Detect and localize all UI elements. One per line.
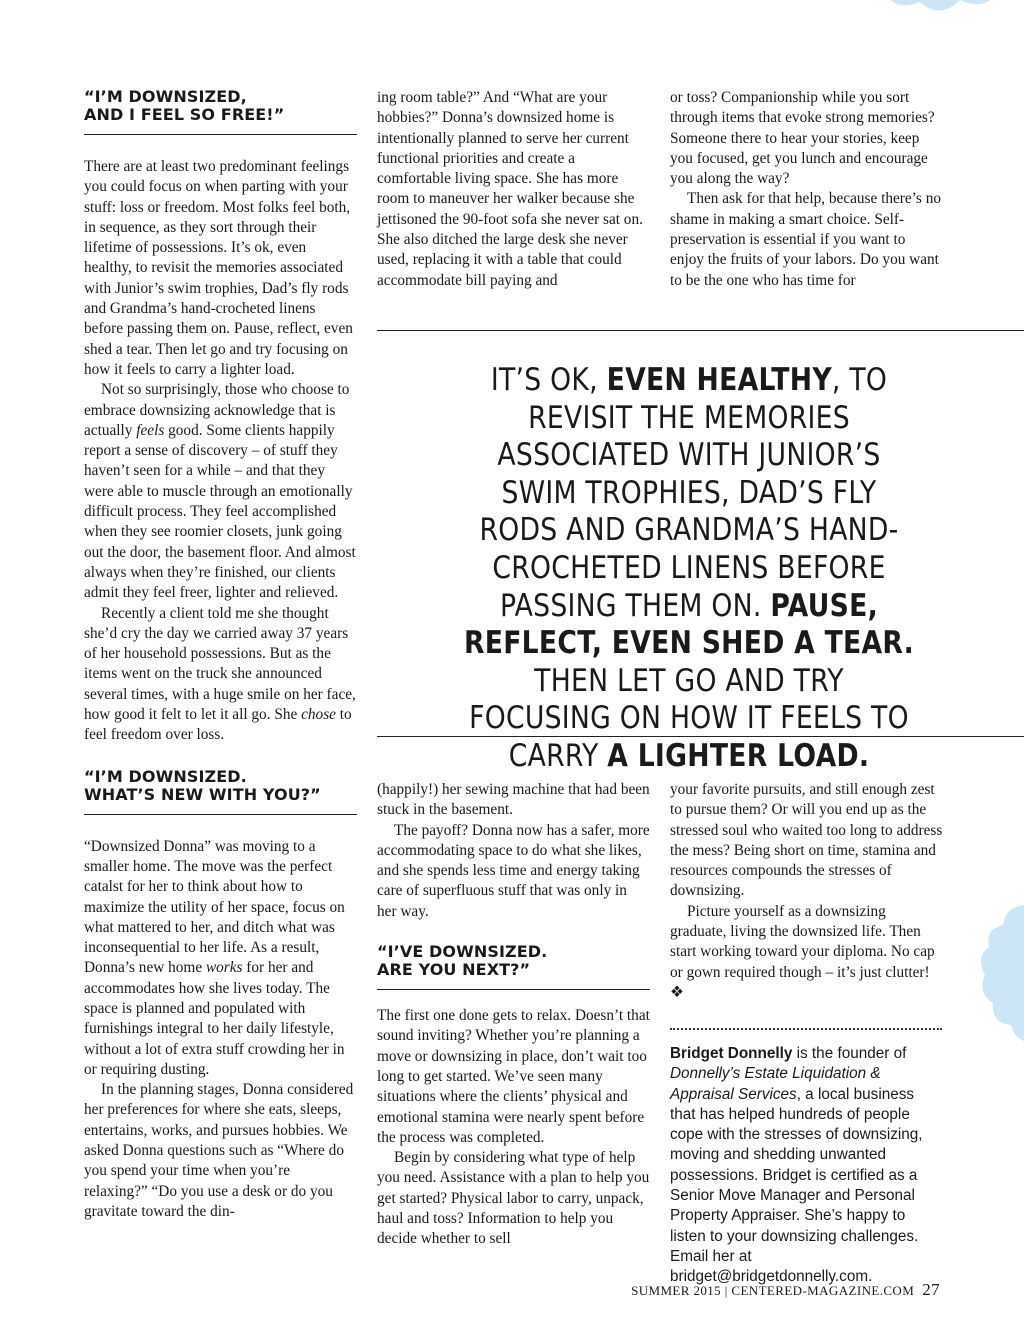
paragraph: The first one done gets to relax. Doesn’t that sound inviting? Whether you’re planning a move or downsizing in place, don’t wait too long to get started. We’ve seen many situations where the clients’ physical and emotional stamina were nearly spent before the process was completed. [377, 1007, 650, 1146]
pull-quote: IT’S OK, EVEN HEALTHY, TO REVISIT THE MEMORIES ASSOCIATED WITH JUNIOR’S SWIM TROPHIES, DAD’S FLY RODS AND GRANDMA’S HAND-CROCHETED LINENS BEFORE PASSING THEM ON. PAUSE, REFLECT, EVEN SHED A TEAR. THEN LET GO AND TRY FOCUSING ON HOW IT FEELS TO CARRY A LIGHTER LOAD. [463, 362, 915, 774]
cloud-decoration-right [975, 905, 1024, 1045]
heading-line: “I’VE DOWNSIZED. [377, 942, 548, 962]
page-number: 27 [922, 1280, 940, 1299]
column-2-bottom [377, 780, 650, 1250]
paragraph: “Downsized Donna” was moving to a smaller home. The move was the perfect catalst for her to think about how to maximize the utility of her space, focus on what mattered to her, and ditch what was inconsequential to her life. As a result, Donna’s new home works for her and accommodates how she lives today. The space is planned and populated with furnishings integral to her daily lifestyle, without a lot of extra stuff crowding her in or requiring dusting. [84, 837, 345, 1078]
heading-line: “I’M DOWNSIZED, [84, 87, 247, 106]
paragraph: ing room table?” And “What are your hobbies?” Donna’s downsized home is intentionally planned to serve her current functional priorities and create a comfortable living space. She has more room to maneuver her walker because she jettisoned the 90-foot sofa she never sat on. She also ditched the large desk she never used, replacing it with a table that could accommodate bill paying and [377, 89, 643, 289]
heading-line: ARE YOU NEXT?” [377, 960, 531, 980]
dotted-divider [670, 1028, 942, 1030]
paragraph: Then ask for that help, because there’s no shame in making a smart choice. Self-preservation is essential if you want to enjoy the fruits of your labors. Do you want to be the one who has time for [670, 190, 942, 289]
column-2-top [377, 88, 650, 291]
author-bio [670, 1044, 942, 1288]
cloud-shape [860, 0, 1024, 11]
heading-line: AND I FEEL SO FREE!” [84, 105, 285, 124]
paragraph: Recently a client told me she thought she’d cry the day we carried away 37 years of her household possessions. But as the items went on the truck she announced several times, with a huge smile on her face, how good it felt to let it all go. She chose to feel freedom over loss. [84, 604, 356, 744]
author-name: Bridget Donnelly [670, 1045, 793, 1062]
bio-text: Bridget Donnelly is the founder of Donnelly’s Estate Liquidation & Appraisal Services, a local business that has helped hundreds of people cope with the stresses of downsizing, moving and shedding unwanted possessions. Bridget is certified as a Senior Move Manager and Personal Property Appraiser. She’s happy to listen to your downsizing challenges. Email her at bridget@bridgetdonnelly.com. [670, 1045, 923, 1286]
section-heading-whats-new [84, 768, 357, 815]
column-3-top [670, 88, 943, 291]
pullquote-top-rule [377, 330, 1024, 331]
page-footer: SUMMER 2015 | CENTERED-MAGAZINE.COM 27 [631, 1280, 940, 1299]
pullquote-bottom-rule [377, 736, 1024, 737]
paragraph: your favorite pursuits, and still enough zest to pursue them? Or will you end up as the stressed soul who waited too long to address the mess? Being short on time, stamina and resources compounds the stresses of downsizing. [670, 781, 943, 900]
column-3-bottom [670, 780, 943, 1003]
paragraph: There are at least two predominant feelings you could focus on when parting with your stuff: loss or freedom. Most folks feel both, in sequence, as they sort through their lifetime of possessions. It’s ok, even healthy, to revisit the memories associated with Junior’s swim trophies, Dad’s fly rods and Grandma’s hand-crocheted linens before passing them on. Pause, reflect, even shed a tear. Then let go and try focusing on how it feels to carry a lighter load. [84, 158, 353, 378]
cloud-decoration-top [850, 0, 1024, 40]
paragraph: or toss? Companionship while you sort through items that evoke strong memories? Someone there to hear your stories, keep you focused, get you lunch and encourage you along the way? [670, 89, 935, 188]
company-name: Donnelly’s Estate Liquidation & Appraisal Services [670, 1065, 881, 1103]
issue-label: SUMMER 2015 [631, 1283, 722, 1298]
site-label: CENTERED-MAGAZINE.COM [731, 1283, 915, 1298]
paragraph: Not so surprisingly, those who choose to embrace downsizing acknowledge that is actually feels good. Some clients happily report a sense of discovery – of stuff they haven’t seen for a while – and that they were able to muscle through an emotionally difficult process. They feel accomplished when they see roomier closets, junk going out the door, the basement floor. And almost always when they’re finished, our clients admit they feel freer, lighter and relieved. [84, 381, 356, 602]
section-heading-free [84, 88, 357, 135]
paragraph: The payoff? Donna now has a safer, more accommodating space to do what she likes, and she spends less time and energy taking care of superfluous stuff that was only in her way. [377, 821, 650, 920]
paragraph: Begin by considering what type of help you need. Assistance with a plan to help you get started? Physical labor to carry, unpack, haul and toss? Information to help you decide whether to sell [377, 1149, 650, 1248]
heading-line: WHAT’S NEW WITH YOU?” [84, 784, 321, 804]
paragraph: Picture yourself as a downsizing graduate, living the downsized life. Then start working toward your diploma. No cap or gown required though – it’s just clutter! ❖ [670, 902, 935, 1001]
section-heading-are-you-next [377, 943, 650, 990]
paragraph: (happily!) her sewing machine that had been stuck in the basement. [377, 781, 650, 819]
cloud-shape [981, 905, 1024, 1041]
heading-line: “I’M DOWNSIZED. [84, 766, 247, 786]
column-1 [84, 88, 357, 1222]
paragraph: In the planning stages, Donna considered her preferences for where she eats, sleeps, entertains, works, and pursues hobbies. We asked Donna questions such as “Where do you spend your time when you’re relaxing?” “Do you use a desk or do you gravitate toward the din- [84, 1081, 354, 1220]
